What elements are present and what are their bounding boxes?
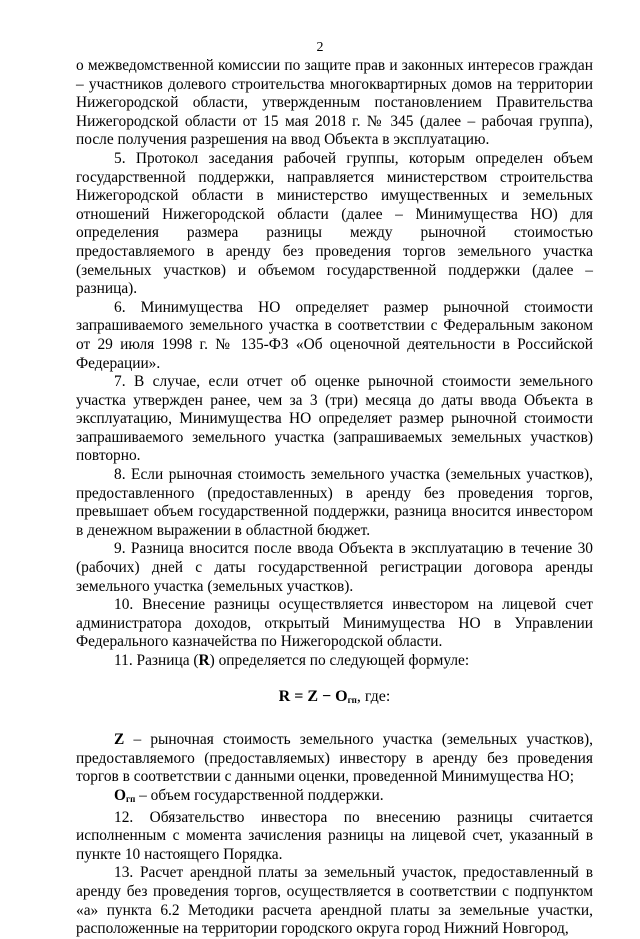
formula [76,688,593,710]
paragraph-10: 10. Внесение разницы осуществляется инвестором на лицевой счет администратора доходов, открытый Минимущества НО в Управлении Федерального казначейства по Нижегородской области. [76,596,593,651]
paragraph-continued: о межведомственной комиссии по защите прав и законных интересов граждан – участников долевого строительства многоквартирных домов на территории Нижегородской области, утвержденным постановлением Правительства Нижегородской области от 15 мая 2018 г. № 345 (далее – рабочая группа), после получения разрешения на ввод Объекта в эксплуатацию. [76,57,593,149]
paragraph-13: 13. Расчет арендной платы за земельный участок, предоставленный в аренду без проведения торгов, осуществляется в соответствии с подпунктом «а» пункта 6.2 Методики расчета арендной платы за земельные участки, расположенные на территории городского округа город Нижний Новгород, [76,864,593,938]
page-number: 2 [316,40,324,55]
paragraph-11 [76,652,593,671]
paragraph-7: 7. В случае, если отчет об оценке рыночной стоимости земельного участка утвержден ранее, чем за 3 (три) месяца до даты ввода Объекта в эксплуатацию, Минимущества НО определяет размер рыночной стоимости запрашиваемого земельного участка (запрашиваемых земельных участков) повторно. [76,373,593,465]
definition-o-text: – объем государственной поддержки. [135,786,384,804]
definition-o-term: O [114,786,126,804]
paragraph-5: 5. Протокол заседания рабочей группы, которым определен объем государственной поддержки, направляется министерством строительства Нижегородской области в министерство имущественных и земельных отношений Нижегородской области (далее – Минимущества НО) для определения размера разницы между рыночной стоимостью предоставляемого в аренду без проведения торгов земельного участка (земельных участков) и объемом государственной поддержки (далее – разница). [76,149,593,298]
definition-o [76,787,593,809]
definition-z-term: Z [114,731,125,749]
definition-z-text: – рыночная стоимость земельного участка (земельных участков), предоставляемого (предоставляемых) инвестору в аренду без проведения торгов в соответствии с данными оценки, проведенной Минимущества НО; [76,731,593,786]
definition-o-subscript: гп [125,793,136,804]
paragraph-8: 8. Если рыночная стоимость земельного участка (земельных участков), предоставленного (предоставленных) в аренду без проведения торгов, превышает объем государственной поддержки, разница вносится инвестором в денежном выражении в областной бюджет. [76,466,593,539]
paragraph-9: 9. Разница вносится после ввода Объекта в эксплуатацию в течение 30 (рабочих) дней с даты государственной регистрации договора аренды земельного участка (земельных участков). [76,540,593,595]
formula-suffix: , где: [356,687,391,705]
formula-main: R = Z − O [278,687,348,705]
paragraph-12: 12. Обязательство инвестора по внесению разницы считается исполненным с момента зачисления разницы на лицевой счет, указанный в пункте 10 настоящего Порядка. [76,808,593,863]
paragraph-11-text-before: 11. Разница ( [114,652,199,669]
paragraph-6: 6. Минимущества НО определяет размер рыночной стоимости запрашиваемого земельного участка в соответствии с Федеральным законом от 29 июля 1998 г. № 135-ФЗ «Об оценочной деятельности в Российской Федерации». [76,298,593,372]
formula-subscript: гп [347,694,357,705]
definition-z [76,731,593,787]
paragraph-11-text-after: ) определяется по следующей формуле: [209,652,470,669]
document-body [76,57,593,939]
paragraph-11-term: R [198,652,210,669]
